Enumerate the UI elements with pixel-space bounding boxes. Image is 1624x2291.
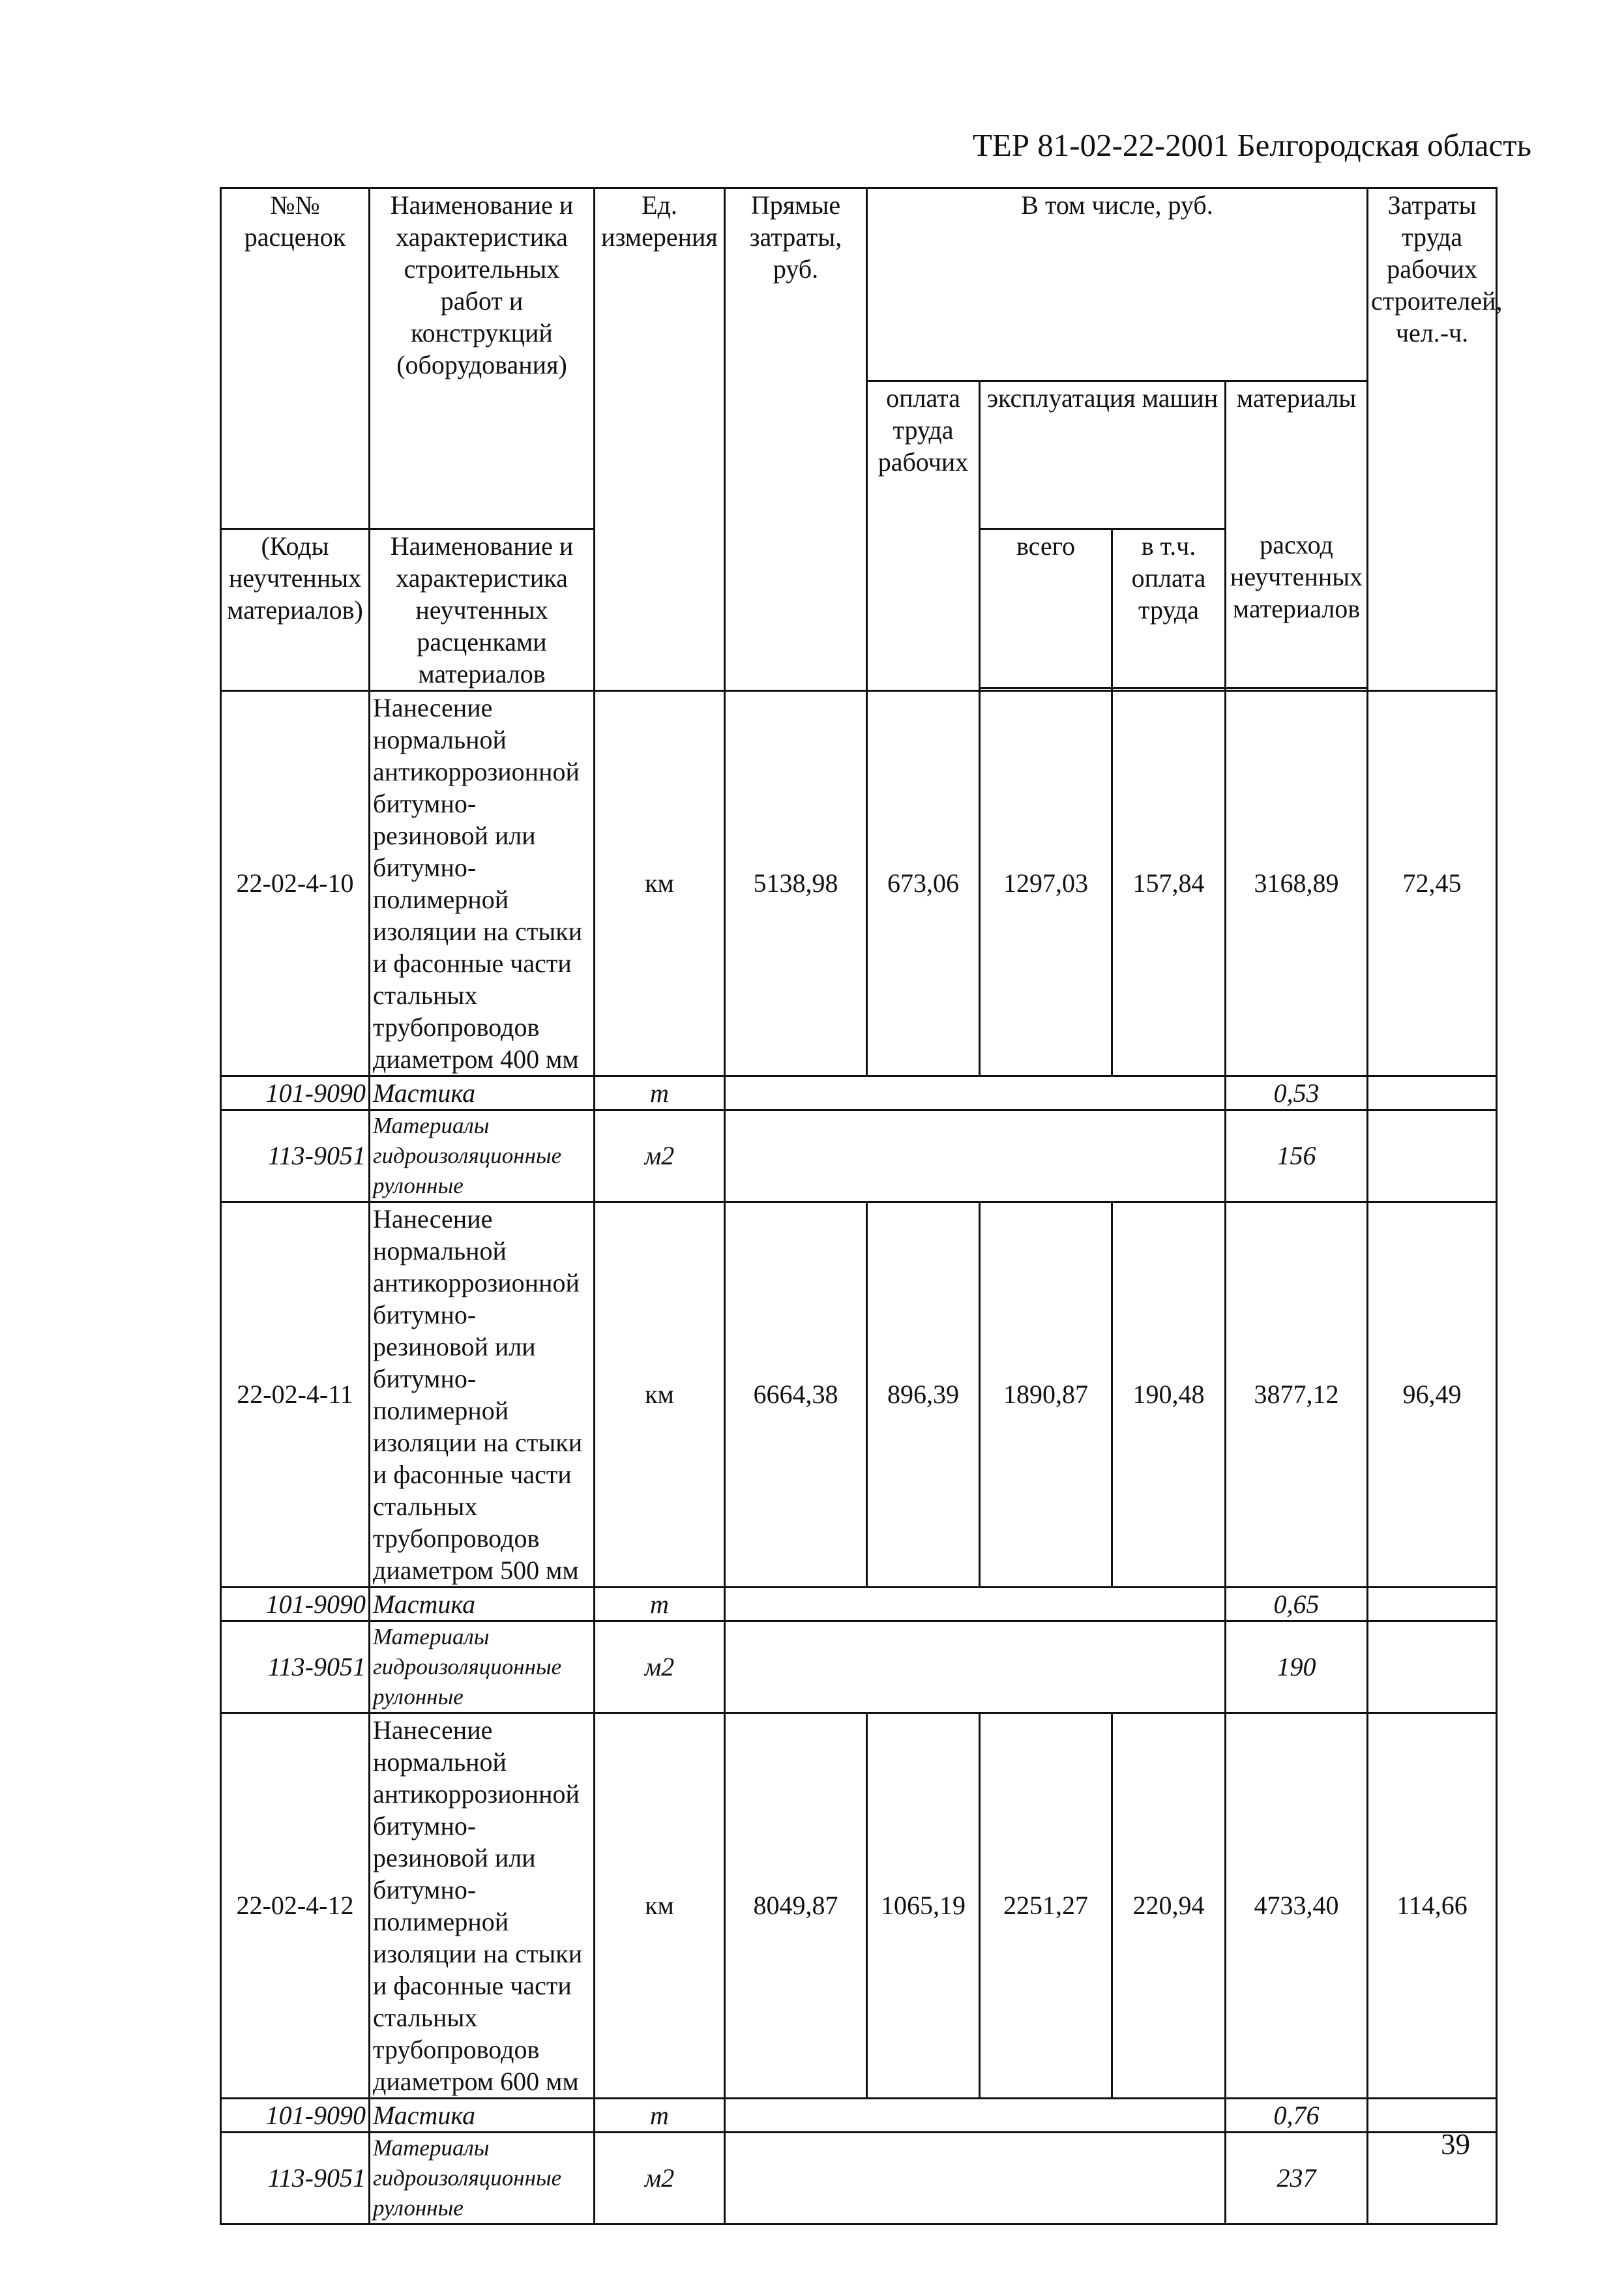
machines-total: 1297,03: [980, 690, 1112, 1076]
direct-cost: 5138,98: [725, 690, 867, 1076]
page-header: ТЕР 81-02-22-2001 Белгородская область: [972, 127, 1531, 163]
header-code: №№ расценок: [221, 188, 370, 381]
header-name-unaccounted: Наименование и характеристика неучтенных расценками материалов: [370, 529, 595, 690]
direct-cost: 8049,87: [725, 1713, 867, 2098]
material-unit: т: [595, 1076, 725, 1110]
material-unit: т: [595, 1587, 725, 1621]
machines-total: 2251,27: [980, 1713, 1112, 2098]
unit: км: [595, 1713, 725, 2098]
material-unit: т: [595, 2098, 725, 2132]
page-number: 39: [1441, 2128, 1470, 2161]
header-machines-total: всего: [980, 529, 1112, 688]
labor-hours: 96,49: [1368, 1202, 1497, 1587]
header-codes-unaccounted: (Коды неучтенных материалов): [221, 529, 370, 690]
material-code: 113-9051: [221, 1621, 370, 1713]
labor-hours: 72,45: [1368, 690, 1497, 1076]
materials-cost: 3168,89: [1226, 690, 1368, 1076]
header-unit: Ед. измерения: [595, 188, 725, 691]
labor-pay: 1065,19: [867, 1713, 980, 2098]
rate-code: 22-02-4-10: [221, 690, 370, 1076]
header-machines-incl: в т.ч. оплата труда: [1112, 529, 1226, 688]
material-row: [221, 1110, 1497, 1202]
material-unit: м2: [595, 1621, 725, 1713]
material-row: [221, 1621, 1497, 1713]
table-row: [221, 1713, 1497, 2098]
rates-table: [220, 187, 1503, 2225]
material-row: [221, 1587, 1497, 1621]
labor-hours: 114,66: [1368, 1713, 1497, 2098]
material-name: Мастика: [370, 2098, 595, 2132]
rate-code: 22-02-4-11: [221, 1202, 370, 1587]
machines-total: 1890,87: [980, 1202, 1112, 1587]
material-name: Материалы гидроизоляционные рулонные: [370, 2132, 595, 2224]
header-name: Наименование и характеристика строительных работ и конструкций (оборудования): [370, 188, 595, 381]
material-code: 101-9090: [221, 2098, 370, 2132]
material-name: Материалы гидроизоляционные рулонные: [370, 1110, 595, 1202]
labor-pay: 673,06: [867, 690, 980, 1076]
work-description: Нанесение нормальной антикоррозионной битумно-резиновой или битумно-полимерной изоляции на стыки и фасонные части стальных трубопроводов диаметром 400 мм: [370, 690, 595, 1076]
header-labor-pay: оплата труда рабочих: [867, 381, 980, 690]
table-row: [221, 690, 1497, 1076]
machines-labor: 220,94: [1112, 1713, 1226, 2098]
machines-labor: 157,84: [1112, 690, 1226, 1076]
material-row: [221, 2132, 1497, 2224]
rate-code: 22-02-4-12: [221, 1713, 370, 2098]
unit: км: [595, 1202, 725, 1587]
material-qty: 0,76: [1226, 2098, 1368, 2132]
unit: км: [595, 690, 725, 1076]
direct-cost: 6664,38: [725, 1202, 867, 1587]
header-materials: материалы: [1226, 381, 1368, 529]
material-qty: 156: [1226, 1110, 1368, 1202]
header-row-1: [221, 188, 1497, 381]
material-qty: 0,53: [1226, 1076, 1368, 1110]
material-unit: м2: [595, 1110, 725, 1202]
header-machines: эксплуатация машин: [980, 381, 1226, 529]
header-direct: Прямые затраты, руб.: [725, 188, 867, 691]
materials-cost: 4733,40: [1226, 1713, 1368, 2098]
material-qty: 0,65: [1226, 1587, 1368, 1621]
labor-pay: 896,39: [867, 1202, 980, 1587]
work-description: Нанесение нормальной антикоррозионной битумно-резиновой или битумно-полимерной изоляции на стыки и фасонные части стальных трубопроводов диаметром 500 мм: [370, 1202, 595, 1587]
material-unit: м2: [595, 2132, 725, 2224]
header-labor-cost: Затраты труда рабочих строителей, чел.-ч.: [1368, 188, 1497, 691]
material-qty: 237: [1226, 2132, 1368, 2224]
material-name: Мастика: [370, 1587, 595, 1621]
materials-cost: 3877,12: [1226, 1202, 1368, 1587]
material-code: 101-9090: [221, 1587, 370, 1621]
material-qty: 190: [1226, 1621, 1368, 1713]
material-name: Мастика: [370, 1076, 595, 1110]
work-description: Нанесение нормальной антикоррозионной битумно-резиновой или битумно-полимерной изоляции на стыки и фасонные части стальных трубопроводов диаметром 600 мм: [370, 1713, 595, 2098]
material-code: 113-9051: [221, 1110, 370, 1202]
material-code: 101-9090: [221, 1076, 370, 1110]
header-incl: В том числе, руб.: [867, 188, 1368, 381]
material-code: 113-9051: [221, 2132, 370, 2224]
material-name: Материалы гидроизоляционные рулонные: [370, 1621, 595, 1713]
material-row: [221, 1076, 1497, 1110]
material-row: [221, 2098, 1497, 2132]
table-row: [221, 1202, 1497, 1587]
header-materials-unaccounted: расход неучтенных материалов: [1226, 529, 1368, 688]
machines-labor: 190,48: [1112, 1202, 1226, 1587]
